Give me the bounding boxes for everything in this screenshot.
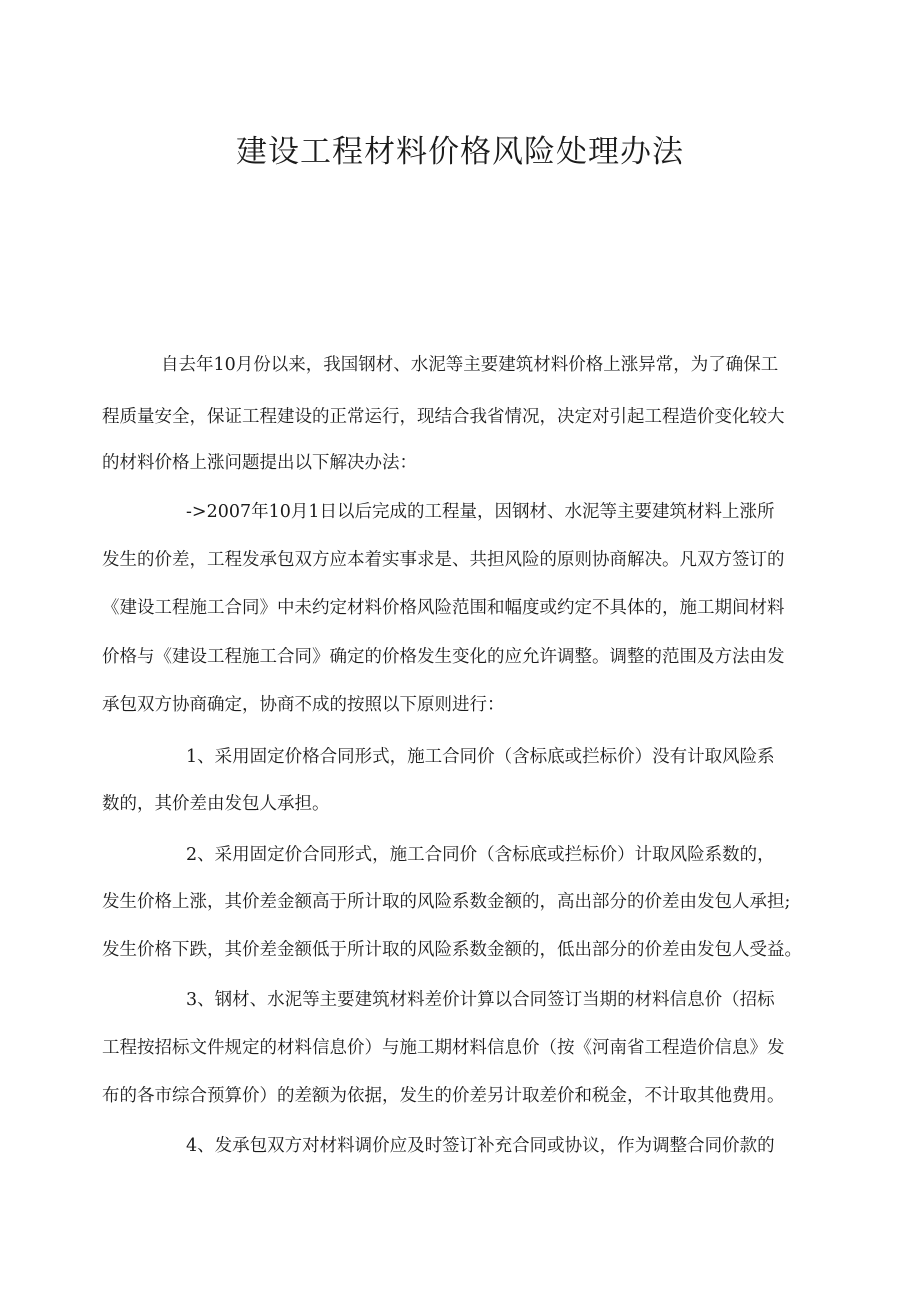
paragraph-line: 布的各市综合预算价）的差额为依据，发生的价差另计取差价和税金，不计取其他费用。 — [102, 1086, 785, 1106]
paragraph-line: 工程按招标文件规定的材料信息价）与施工期材料信息价（按《河南省工程造价信息》发 — [102, 1038, 785, 1058]
paragraph-line: 发生价格下跌，其价差金额低于所计取的风险系数金额的，低出部分的价差由发包人受益。 — [102, 940, 802, 960]
document-title: 建设工程材料价格风险处理办法 — [236, 134, 684, 170]
paragraph-line: 1、采用固定价格合同形式，施工合同价（含标底或拦标价）没有计取风险系 — [186, 747, 775, 767]
paragraph-line: 发生价格上涨，其价差金额高于所计取的风险系数金额的，高出部分的价差由发包人承担; — [102, 892, 791, 912]
paragraph-line: 价格与《建设工程施工合同》确定的价格发生变化的应允许调整。调整的范围及方法由发 — [102, 647, 785, 667]
paragraph-line: 发生的价差，工程发承包双方应本着实事求是、共担风险的原则协商解决。凡双方签订的 — [102, 550, 785, 570]
paragraph-line: 2、采用固定价合同形式，施工合同价（含标底或拦标价）计取风险系数的， — [186, 845, 775, 865]
paragraph-line: 4、发承包双方对材料调价应及时签订补充合同或协议，作为调整合同价款的 — [186, 1136, 775, 1156]
paragraph-line: 承包双方协商确定，协商不成的按照以下原则进行： — [102, 695, 505, 715]
paragraph-line: 数的，其价差由发包人承担。 — [102, 794, 330, 814]
paragraph-line: 3、钢材、水泥等主要建筑材料差价计算以合同签订当期的材料信息价（招标 — [186, 990, 775, 1010]
paragraph-line: 《建设工程施工合同》中未约定材料价格风险范围和幅度或约定不具体的，施工期间材料 — [102, 598, 785, 618]
paragraph-line: 自去年10月份以来，我国钢材、水泥等主要建筑材料价格上涨异常，为了确保工 — [161, 355, 779, 375]
paragraph-line: ->2007年10月1日以后完成的工程量，因钢材、水泥等主要建筑材料上涨所 — [186, 502, 775, 522]
paragraph-line: 程质量安全，保证工程建设的正常运行，现结合我省情况，决定对引起工程造价变化较大 — [102, 407, 785, 427]
paragraph-line: 的材料价格上涨问题提出以下解决办法： — [102, 453, 417, 473]
